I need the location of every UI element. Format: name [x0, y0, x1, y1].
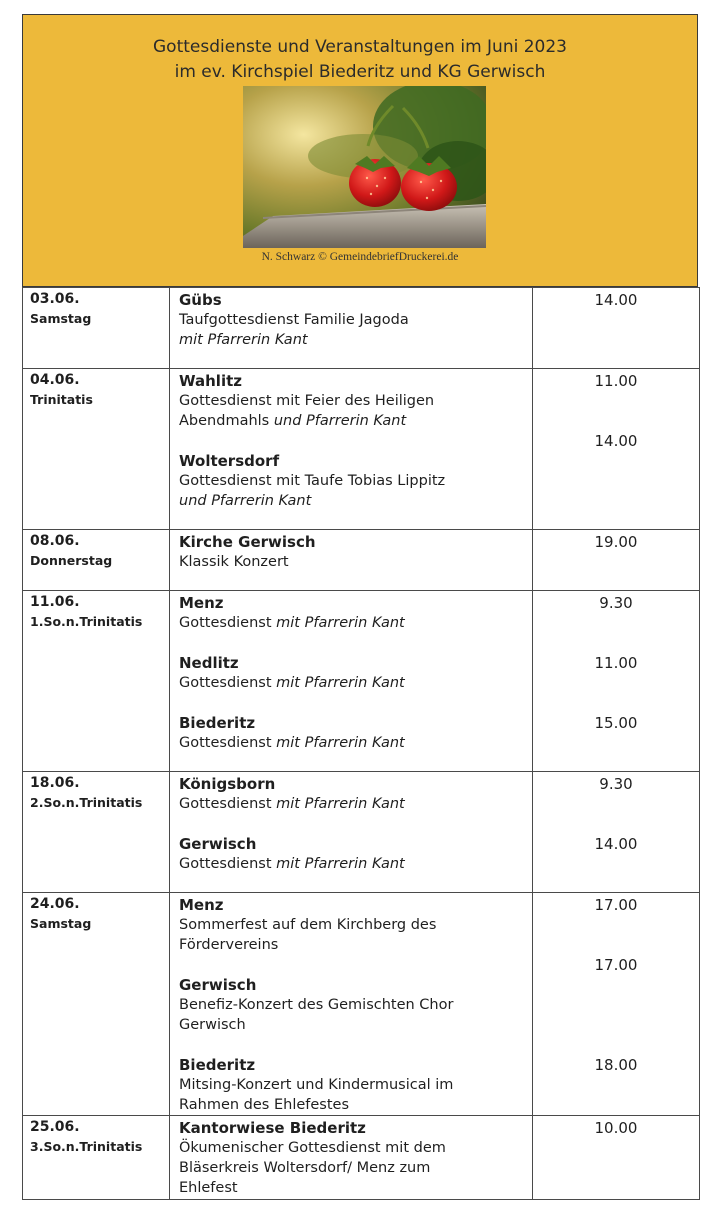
event-location: Biederitz: [179, 1056, 256, 1074]
event-location: Menz: [179, 896, 224, 914]
event-time: 15.00: [594, 714, 638, 732]
row-day: 2.So.n.Trinitatis: [30, 795, 143, 810]
time-cell: [533, 1116, 700, 1200]
date-cell: [23, 530, 170, 591]
date-cell: [23, 772, 170, 893]
event-description: Ökumenischer Gottesdienst mit dem: [179, 1140, 446, 1156]
header-banner: [22, 14, 698, 287]
row-day: Donnerstag: [30, 553, 113, 568]
event-location: Gübs: [179, 291, 222, 309]
event-time: 9.30: [599, 775, 633, 793]
event-location: Nedlitz: [179, 654, 239, 672]
table-row: [23, 530, 700, 591]
event-description: Gottesdienst: [179, 796, 272, 812]
row-day: Trinitatis: [30, 392, 93, 407]
event-officiant: und Pfarrerin Kant: [179, 493, 312, 509]
event-officiant: mit Pfarrerin Kant: [276, 675, 405, 691]
event-time: 17.00: [594, 896, 638, 914]
event-description: Mitsing-Konzert und Kindermusical im: [179, 1077, 454, 1093]
row-date: 04.06.: [30, 372, 80, 388]
time-cell: [533, 591, 700, 772]
event-officiant: mit Pfarrerin Kant: [276, 856, 405, 872]
event-time: 19.00: [594, 533, 638, 551]
event-time: 11.00: [594, 654, 638, 672]
event-description: Klassik Konzert: [179, 554, 289, 570]
time-cell: [533, 369, 700, 530]
event-time: 14.00: [594, 835, 638, 853]
event-location: Gerwisch: [179, 835, 257, 853]
date-cell: [23, 591, 170, 772]
event-location: Königsborn: [179, 775, 276, 793]
event-time: 17.00: [594, 956, 638, 974]
event-description: Gottesdienst mit Feier des Heiligen: [179, 393, 435, 409]
date-cell: [23, 288, 170, 369]
event-officiant: und Pfarrerin Kant: [273, 413, 407, 429]
date-cell: [23, 1116, 170, 1200]
event-description: Gottesdienst mit Taufe Tobias Lippitz: [179, 473, 446, 489]
time-cell: [533, 772, 700, 893]
strawberry-photo: [243, 86, 486, 248]
event-officiant: mit Pfarrerin Kant: [276, 796, 405, 812]
table-row: [23, 772, 700, 893]
event-time: 9.30: [599, 594, 633, 612]
event-description: Taufgottesdienst Familie Jagoda: [179, 312, 409, 328]
date-cell: [23, 369, 170, 530]
event-cell: [170, 288, 533, 369]
strawberry-illustration: [243, 86, 486, 248]
event-cell: [170, 369, 533, 530]
event-description: Abendmahls: [179, 413, 270, 429]
event-officiant: mit Pfarrerin Kant: [179, 332, 308, 348]
event-description: Gottesdienst: [179, 615, 272, 631]
row-date: 08.06.: [30, 533, 80, 549]
event-time: 18.00: [594, 1056, 638, 1074]
event-cell: [170, 1116, 533, 1200]
event-cell: [170, 591, 533, 772]
event-location: Gerwisch: [179, 976, 257, 994]
event-time: 11.00: [594, 372, 638, 390]
event-description: Sommerfest auf dem Kirchberg des: [179, 917, 437, 933]
table-row: [23, 369, 700, 530]
row-date: 11.06.: [30, 594, 80, 610]
table-row: [23, 1116, 700, 1200]
schedule-sheet: [22, 14, 698, 1200]
row-day: Samstag: [30, 311, 92, 326]
event-cell: [170, 893, 533, 1116]
table-row: [23, 288, 700, 369]
event-time: 10.00: [594, 1119, 638, 1137]
event-time: 14.00: [594, 432, 638, 450]
page-subtitle: im ev. Kirchspiel Biederitz und KG Gerwisch: [174, 62, 546, 82]
event-description: Rahmen des Ehlefestes: [179, 1097, 350, 1113]
event-officiant: mit Pfarrerin Kant: [276, 735, 405, 751]
event-location: Wahlitz: [179, 372, 242, 390]
event-cell: [170, 530, 533, 591]
event-description: Gottesdienst: [179, 675, 272, 691]
row-date: 25.06.: [30, 1119, 80, 1135]
row-date: 24.06.: [30, 896, 80, 912]
row-date: 18.06.: [30, 775, 80, 791]
event-location: Kirche Gerwisch: [179, 533, 316, 551]
time-cell: [533, 530, 700, 591]
event-cell: [170, 772, 533, 893]
row-date: 03.06.: [30, 291, 80, 307]
page-title: Gottesdienste und Veranstaltungen im Juni 2023: [153, 37, 567, 57]
time-cell: [533, 893, 700, 1116]
event-description: Bläserkreis Woltersdorf/ Menz zum: [179, 1160, 431, 1176]
row-day: 3.So.n.Trinitatis: [30, 1139, 143, 1154]
event-description: Benefiz-Konzert des Gemischten Chor: [179, 997, 454, 1013]
row-day: 1.So.n.Trinitatis: [30, 614, 143, 629]
event-location: Biederitz: [179, 714, 256, 732]
row-day: Samstag: [30, 916, 92, 931]
table-row: [23, 591, 700, 772]
table-row: [23, 893, 700, 1116]
event-description: Fördervereins: [179, 937, 279, 953]
event-description: Gerwisch: [179, 1017, 246, 1033]
event-location: Kantorwiese Biederitz: [179, 1119, 366, 1137]
event-description: Ehlefest: [179, 1180, 238, 1196]
schedule-table: [22, 287, 700, 1200]
time-cell: [533, 288, 700, 369]
photo-credit: N. Schwarz © GemeindebriefDruckerei.de: [261, 251, 459, 263]
date-cell: [23, 893, 170, 1116]
event-description: Gottesdienst: [179, 735, 272, 751]
event-location: Menz: [179, 594, 224, 612]
event-description: Gottesdienst: [179, 856, 272, 872]
event-time: 14.00: [594, 291, 638, 309]
event-officiant: mit Pfarrerin Kant: [276, 615, 405, 631]
event-location: Woltersdorf: [179, 452, 280, 470]
